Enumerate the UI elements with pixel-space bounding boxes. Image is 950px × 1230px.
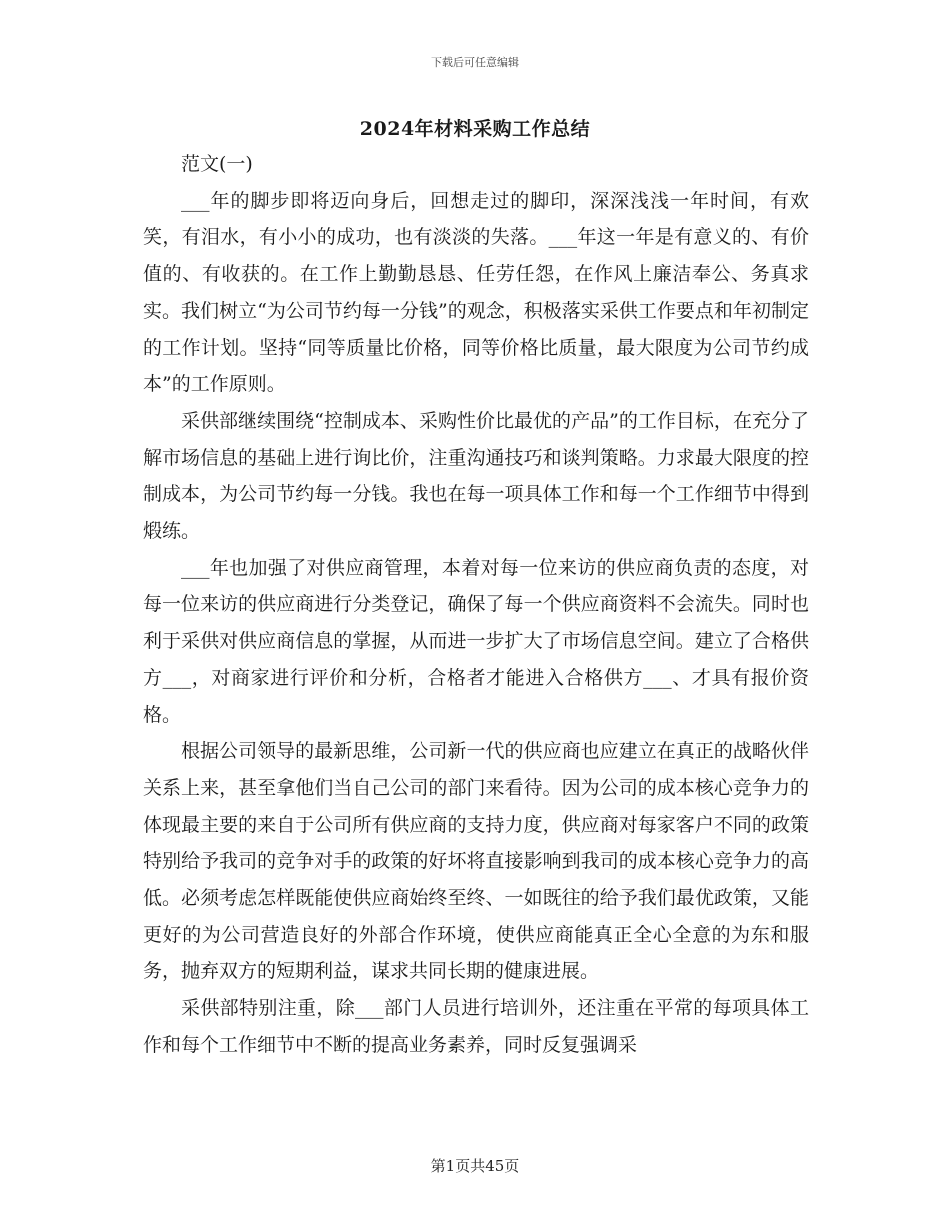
paragraph-5: 采供部特别注重，除___部门人员进行培训外，还注重在平常的每项具体工作和每个工作细节中不断的提高业务素养，同时反复强调采 [143,997,809,1056]
paragraph-3: ___年也加强了对供应商管理，本着对每一位来访的供应商负责的态度，对每一位来访的供应商进行分类登记，确保了每一个供应商资料不会流失。同时也利于采供对供应商信息的掌握，从而进一步扩大了市场信息空间。建立了合格供方___，对商家进行评价和分析，合格者才能进入合格供方___、才具有报价资格。 [143,556,809,726]
paragraph-4: 根据公司领导的最新思维，公司新一代的供应商也应建立在真正的战略伙伴关系上来，甚至拿他们当自己公司的部门来看待。因为公司的成本核心竞争力的体现最主要的来自于公司所有供应商的支持力度，供应商对每家客户不同的政策特别给予我司的竞争对手的政策的好坏将直接影响到我司的成本核心竞争力的高低。必须考虑怎样既能使供应商始终至终、一如既往的给予我们最优政策，又能更好的为公司营造良好的外部合作环境，使供应商能真正全心全意的为东和服务，抛弃双方的短期利益，谋求共同长期的健康进展。 [143,740,809,983]
document-title: 2024年材料采购工作总结 [359,118,591,140]
paragraph-1: ___年的脚步即将迈向身后，回想走过的脚印，深深浅浅一年时间，有欢笑，有泪水，有小小的成功，也有淡淡的失落。___年这一年是有意义的、有价值的、有收获的。在工作上勤勤恳恳、任劳任怨，在作风上廉洁奉公、务真求实。我们树立“为公司节约每一分钱”的观念，积极落实采供工作要点和年初制定的工作计划。坚持“同等质量比价格，同等价格比质量，最大限度为公司节约成本”的工作原则。 [143,189,809,396]
document-body [143,146,809,1064]
page-number: 第1页共45页 [430,1157,520,1175]
paragraph-2: 采供部继续围绕“控制成本、采购性价比最优的产品”的工作目标，在充分了解市场信息的基础上进行询比价，注重沟通技巧和谈判策略。力求最大限度的控制成本，为公司节约每一分钱。我也在每一项具体工作和每一个工作细节中得到煅练。 [143,409,809,543]
page-header-note: 下载后可任意编辑 [431,56,519,69]
section-heading: 范文(一) [181,153,253,175]
